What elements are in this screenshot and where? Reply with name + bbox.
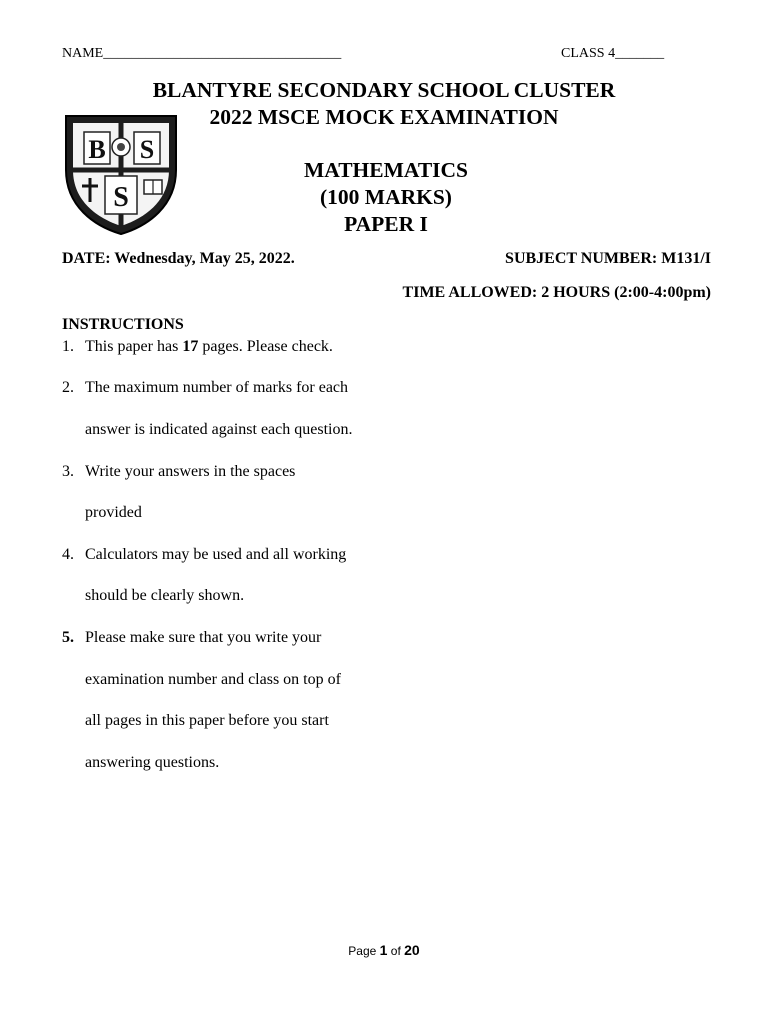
instruction-number: 2.	[62, 379, 74, 396]
crest-letter-s-bottom: S	[113, 182, 129, 213]
instruction-number: 4.	[62, 546, 74, 563]
name-field-label: NAME__________________________________	[62, 46, 342, 61]
exam-title: 2022 MSCE MOCK EXAMINATION	[209, 105, 559, 129]
instruction-number: 5.	[62, 629, 74, 646]
instruction-item-3-line1: Write your answers in the spaces	[85, 463, 296, 480]
school-cluster-title: BLANTYRE SECONDARY SCHOOL CLUSTER	[152, 78, 616, 102]
instruction-item-4-line1: Calculators may be used and all working	[85, 546, 347, 563]
instruction-number: 1.	[62, 338, 74, 355]
subject-title: MATHEMATICS	[303, 158, 469, 182]
instruction-item-5-line3: all pages in this paper before you start	[85, 712, 329, 729]
exam-date: DATE: Wednesday, May 25, 2022.	[62, 250, 295, 267]
total-marks: (100 MARKS)	[320, 185, 452, 209]
total-pages: 20	[404, 942, 420, 958]
current-page: 1	[379, 942, 388, 958]
instruction-item-5-line4: answering questions.	[85, 754, 220, 771]
instruction-item-5-line2: examination number and class on top of	[85, 671, 341, 688]
instructions-heading: INSTRUCTIONS	[62, 316, 184, 333]
page-count: 17	[182, 338, 199, 355]
crest-letter-b: B	[88, 135, 106, 164]
instruction-item-1: This paper has 17 pages. Please check.	[85, 338, 333, 355]
school-crest-logo	[62, 110, 182, 236]
subject-number: SUBJECT NUMBER: M131/I	[505, 250, 711, 267]
instruction-number: 3.	[62, 463, 74, 480]
crest-letter-s: S	[139, 135, 155, 164]
time-allowed: TIME ALLOWED: 2 HOURS (2:00-4:00pm)	[402, 284, 711, 301]
paper-number: PAPER I	[344, 212, 428, 236]
page-footer: Page 1 of 20	[348, 942, 420, 958]
instruction-item-2-line2: answer is indicated against each question.	[85, 421, 353, 438]
class-field-label: CLASS 4_______	[561, 46, 665, 61]
instruction-item-4-line2: should be clearly shown.	[85, 587, 245, 604]
instruction-item-3-line2: provided	[85, 504, 142, 521]
instruction-item-5-line1: Please make sure that you write your	[85, 629, 322, 646]
instruction-item-2-line1: The maximum number of marks for each	[85, 379, 349, 396]
